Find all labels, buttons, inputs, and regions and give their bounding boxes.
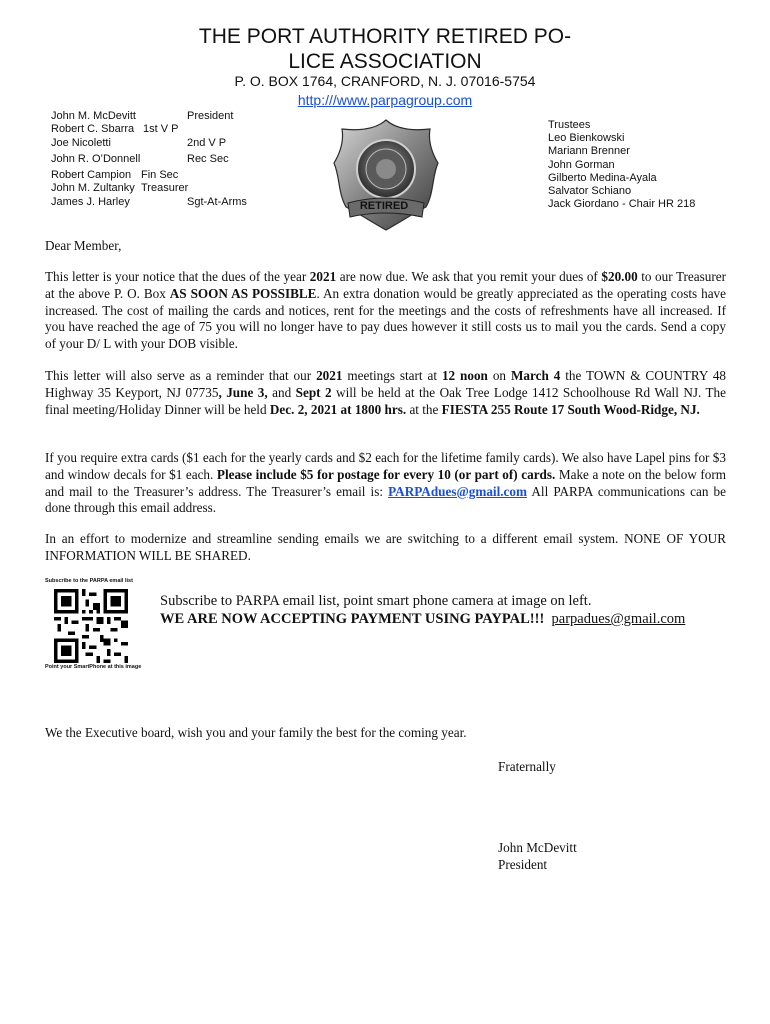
qr-caption-top: Subscribe to the PARPA email list [45, 578, 133, 584]
officer-name-2nd-vp: Joe Nicoletti [51, 137, 111, 149]
trustee-name: Gilberto Medina-Ayala [548, 172, 657, 184]
retired-badge-icon [330, 117, 442, 233]
officer-name-treasurer: John M. Zultanky [51, 182, 135, 194]
qr-code-icon[interactable] [54, 589, 128, 663]
badge-label: RETIRED [359, 200, 409, 212]
paypal-line: WE ARE NOW ACCEPTING PAYMENT USING PAYPAL!!! parpadues@gmail.com [160, 611, 686, 627]
officer-title-rec-sec: Rec Sec [187, 153, 229, 165]
trustee-name: Jack Giordano - Chair HR 218 [548, 198, 696, 210]
qr-caption-bottom: Point your SmartPhone at this image [45, 664, 142, 670]
officer-name-sgt-at-arms: James J. Harley [51, 196, 130, 208]
officer-name-rec-sec: John R. O’Donnell [51, 153, 141, 165]
meetings-paragraph: This letter will also serve as a reminder that our 2021 meetings start at 12 noon on March 4 the TOWN & COUNTRY 48 Highway 35 Keyport, NJ 07735, June 3, and Sept 2 will be held at the Oak Tree Lodge 1412 Schoolhouse Rd Wall NJ. The final meeting/Holiday Dinner will be held Dec. 2, 2021 at 1800 hrs. at the FIESTA 255 Route 17 South Wood-Ridge, NJ. [45, 368, 727, 417]
dues-paragraph: This letter is your notice that the dues of the year 2021 are now due. We ask that you remit your dues of $20.00 to our Treasurer at the above P. O. Box AS SOON AS POSSIBLE. An extra donation would be greatly appreciated as the operating costs have increased. The cost of mailing the cards and notices, rent for the meetings and the costs of refreshments have all increased. If you have reached the age of 75 you will no longer have to pay dues however it still costs us to mail you the cards. Send a copy of your D/ L with your DOB visible. [45, 269, 726, 352]
paypal-email-link[interactable]: parpadues@gmail.com [551, 611, 686, 627]
salutation: Dear Member, [45, 238, 122, 253]
officer-name-fin-sec: Robert Campion [51, 169, 132, 181]
trustee-name: John Gorman [548, 159, 615, 171]
officer-title-president: President [187, 110, 234, 122]
officer-title-fin-sec: Fin Sec [141, 169, 179, 181]
email-system-paragraph: In an effort to modernize and streamline sending emails we are switching to a different email system. NONE OF YOUR INFORMATION WILL BE SHARED. [45, 531, 726, 563]
signer-name: John McDevitt [498, 840, 577, 855]
officer-title-sgt-at-arms: Sgt-At-Arms [187, 196, 247, 208]
officer-title-1st-vp: 1st V P [143, 123, 179, 135]
trustee-name: Salvator Schiano [548, 185, 632, 197]
trustee-name: Mariann Brenner [548, 145, 630, 157]
treasurer-email-link[interactable]: PARPAdues@gmail.com [388, 483, 527, 499]
officer-title-treasurer: Treasurer [141, 182, 189, 194]
org-address: P. O. BOX 1764, CRANFORD, N. J. 07016-5754 [234, 73, 536, 89]
valediction: Fraternally [498, 759, 556, 774]
cards-paragraph: If you require extra cards ($1 each for the yearly cards and $2 each for the lifetime family cards). We also have Lapel pins for $3 and window decals for $1 each. Please include $5 for postage for every 10 (or part of) cards. Make a note on the below form and mail to the Treasurer’s address. The Treasurer’s email is: PARPAdues@gmail.com All PARPA communications can be done through this email address. [45, 450, 727, 516]
org-title-line1: THE PORT AUTHORITY RETIRED PO- [198, 25, 572, 48]
officer-title-2nd-vp: 2nd V P [187, 137, 227, 149]
officer-name-president: John M. McDevitt [51, 110, 136, 122]
closing-text: We the Executive board, wish you and your family the best for the coming year. [45, 725, 467, 740]
trustee-name: Leo Bienkowski [548, 132, 625, 144]
website-link-wrap [0, 92, 770, 108]
officer-name-1st-vp: Robert C. Sbarra [51, 123, 135, 135]
org-title-line2: LICE ASSOCIATION [288, 50, 482, 73]
website-link[interactable]: http:///www.parpagroup.com [297, 92, 473, 108]
signer-title: President [498, 857, 548, 872]
subscribe-instruction: Subscribe to PARPA email list, point smart phone camera at image on left. [160, 593, 592, 609]
trustees-heading: Trustees [548, 119, 591, 131]
